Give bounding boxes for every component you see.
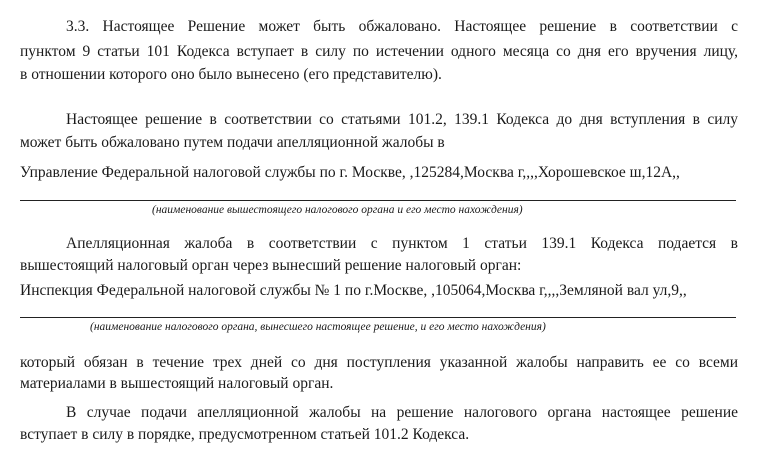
paragraph-3-3-line-3: в отношении которого оно было вынесено (его представителю). xyxy=(20,66,442,83)
appeal-paragraph-line-1: Настоящее решение в соответствии со статьями 101.2, 139.1 Кодекса до дня вступления в силу xyxy=(66,111,738,128)
appeal-paragraph-line-2: может быть обжаловано путем подачи апелляционной жалобы в xyxy=(20,134,445,151)
obligation-paragraph-line-2: материалами в вышестоящий налоговый орган. xyxy=(20,375,334,392)
issuing-tax-authority-value: Инспекция Федеральной налоговой службы № 1 по г.Москве, ,105064,Москва г,,,,Земляной вал ул,9,, xyxy=(20,282,687,299)
appeal-submission-line-2: вышестоящий налоговый орган через вынесший решение налоговый орган: xyxy=(20,257,522,274)
issuing-tax-authority-caption: (наименование налогового органа, вынесшего настоящее решение, и его место нахождения) xyxy=(90,321,546,333)
entry-into-force-line-2: вступает в силу в порядке, предусмотренном статьей 101.2 Кодекса. xyxy=(20,426,470,443)
higher-tax-authority-value: Управление Федеральной налоговой службы по г. Москве, ,125284,Москва г,,,,Хорошевское ш,12А,, xyxy=(20,164,680,181)
paragraph-3-3-line-1: 3.3. Настоящее Решение может быть обжаловано. Настоящее решение в соответствии с xyxy=(66,18,738,35)
higher-tax-authority-caption: (наименование вышестоящего налогового органа и его место нахождения) xyxy=(152,204,523,216)
field-underline-1 xyxy=(20,200,736,201)
obligation-paragraph-line-1: который обязан в течение трех дней со дня поступления указанной жалобы направить ее со всеми xyxy=(20,354,738,371)
field-underline-2 xyxy=(20,317,736,318)
appeal-submission-line-1: Апелляционная жалоба в соответствии с пунктом 1 статьи 139.1 Кодекса подается в xyxy=(66,235,738,252)
paragraph-3-3-line-2: пунктом 9 статьи 101 Кодекса вступает в силу по истечении одного месяца со дня его вручения лицу, xyxy=(20,43,738,60)
entry-into-force-line-1: В случае подачи апелляционной жалобы на решение налогового органа настоящее решение xyxy=(66,404,738,421)
